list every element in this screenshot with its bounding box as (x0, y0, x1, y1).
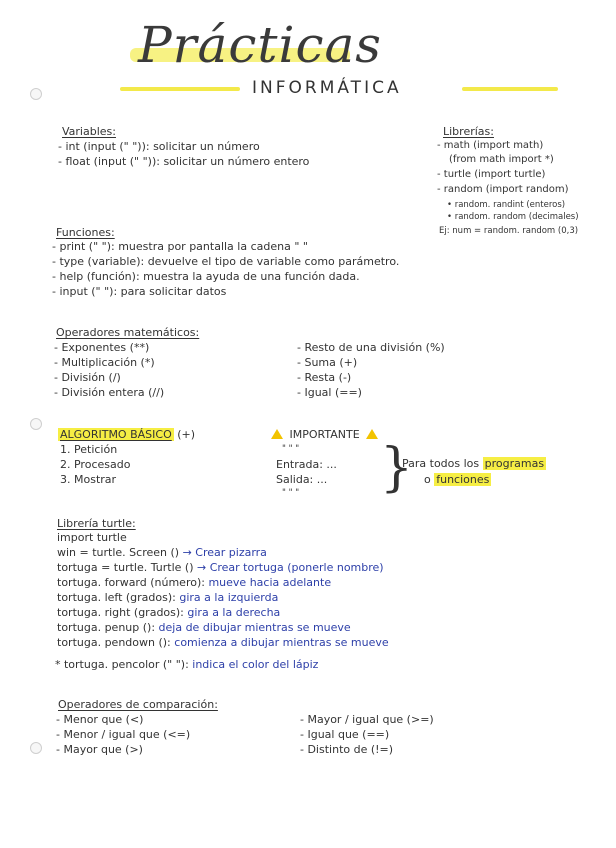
turtle-code: import turtle (57, 531, 127, 544)
operador-item: - División (/) (54, 371, 121, 384)
importante-note-pre: Para todos los (402, 457, 480, 470)
curly-brace: } (380, 438, 414, 498)
importante-heading: IMPORTANTE (289, 428, 360, 441)
docstring-entrada: Entrada: ... (276, 458, 337, 471)
page-subtitle: INFORMÁTICA (252, 78, 402, 98)
comparacion-item: - Distinto de (!=) (300, 743, 394, 756)
turtle-desc: deja de dibujar mientras se mueve (158, 621, 351, 634)
operador-item: - División entera (//) (54, 386, 165, 399)
funciones-line: - print (" "): muestra por pantalla la cadena " " (52, 240, 308, 253)
algoritmo-step: 1. Petición (60, 443, 118, 456)
operador-item: - Suma (+) (297, 356, 358, 369)
turtle-line (57, 576, 331, 590)
turtle-code: tortuga. penup (): (57, 621, 156, 634)
title-block (120, 14, 520, 76)
turtle-line (57, 606, 280, 620)
importante-note-highlight: funciones (436, 473, 490, 486)
turtle-desc: comienza a dibujar mientras se mueve (174, 636, 389, 649)
turtle-code: tortuga. right (grados): (57, 606, 184, 619)
variables-heading: Variables: (62, 125, 116, 138)
operador-item: - Igual (==) (297, 386, 362, 399)
turtle-code: tortuga. forward (número): (57, 576, 205, 589)
turtle-code: tortuga. left (grados): (57, 591, 176, 604)
librerias-line: • random. randint (enteros) (447, 200, 566, 210)
turtle-desc: → Crear pizarra (182, 546, 267, 559)
binder-hole (30, 742, 42, 754)
algoritmo-heading-row (58, 428, 195, 442)
comparacion-item: - Menor / igual que (<=) (56, 728, 191, 741)
funciones-line: - type (variable): devuelve el tipo de variable como parámetro. (52, 255, 400, 268)
algoritmo-heading: ALGORITMO BÁSICO (60, 428, 172, 441)
algoritmo-step: 2. Procesado (60, 458, 131, 471)
turtle-line (57, 561, 384, 575)
turtle-line (57, 591, 278, 605)
operadores-comparacion-heading: Operadores de comparación: (58, 698, 218, 711)
importante-note-highlight: programas (484, 457, 545, 470)
subtitle-block (120, 78, 560, 100)
algoritmo-suffix: (+) (177, 428, 196, 441)
librerias-example: Ej: num = random. random (0,3) (439, 226, 579, 236)
importante-note-line2 (424, 473, 491, 487)
turtle-line (57, 636, 389, 650)
turtle-desc: mueve hacia adelante (208, 576, 332, 589)
librerias-line: - turtle (import turtle) (437, 169, 546, 180)
turtle-line (57, 531, 127, 545)
warning-icon (271, 429, 283, 439)
operador-item: - Exponentes (**) (54, 341, 150, 354)
docstring-salida: Salida: ... (276, 473, 328, 486)
turtle-line (57, 546, 267, 560)
turtle-code: win = turtle. Screen () (57, 546, 180, 559)
turtle-desc: gira a la izquierda (179, 591, 279, 604)
turtle-code: * tortuga. pencolor (" "): (55, 658, 189, 671)
docstring-close: " " " (282, 488, 300, 498)
binder-hole (30, 88, 42, 100)
turtle-desc: → Crear tortuga (ponerle nombre) (196, 561, 384, 574)
turtle-heading: Librería turtle: (57, 517, 136, 530)
subtitle-line-right (462, 87, 558, 91)
docstring-open: " " " (282, 444, 300, 454)
librerias-heading: Librerías: (443, 125, 494, 138)
importante-note-line1 (402, 457, 546, 471)
funciones-line: - input (" "): para solicitar datos (52, 285, 227, 298)
comparacion-item: - Mayor / igual que (>=) (300, 713, 434, 726)
turtle-desc: indica el color del lápiz (192, 658, 319, 671)
operadores-matematicos-heading: Operadores matemáticos: (56, 326, 200, 339)
turtle-code: tortuga = turtle. Turtle () (57, 561, 194, 574)
variables-line: - int (input (" ")): solicitar un número (58, 140, 260, 153)
warning-icon (366, 429, 378, 439)
funciones-line: - help (función): muestra la ayuda de una función dada. (52, 270, 360, 283)
comparacion-item: - Mayor que (>) (56, 743, 143, 756)
variables-line: - float (input (" ")): solicitar un número entero (58, 155, 310, 168)
funciones-heading: Funciones: (56, 226, 115, 239)
comparacion-item: - Igual que (==) (300, 728, 390, 741)
librerias-line: - math (import math) (437, 140, 544, 151)
librerias-line: • random. random (decimales) (447, 212, 579, 222)
operador-item: - Resto de una división (%) (297, 341, 445, 354)
operador-item: - Resta (-) (297, 371, 352, 384)
importante-note-mid: o (424, 473, 431, 486)
turtle-code: tortuga. pendown (): (57, 636, 171, 649)
turtle-extra-line (55, 658, 318, 672)
turtle-line (57, 621, 351, 635)
operador-item: - Multiplicación (*) (54, 356, 155, 369)
librerias-line: - random (import random) (437, 184, 569, 195)
binder-hole (30, 418, 42, 430)
comparacion-item: - Menor que (<) (56, 713, 144, 726)
page-title: Prácticas (138, 16, 382, 74)
importante-heading-row (268, 428, 381, 442)
algoritmo-step: 3. Mostrar (60, 473, 117, 486)
librerias-line: (from math import *) (449, 154, 554, 165)
subtitle-line-left (120, 87, 240, 91)
turtle-desc: gira a la derecha (187, 606, 281, 619)
